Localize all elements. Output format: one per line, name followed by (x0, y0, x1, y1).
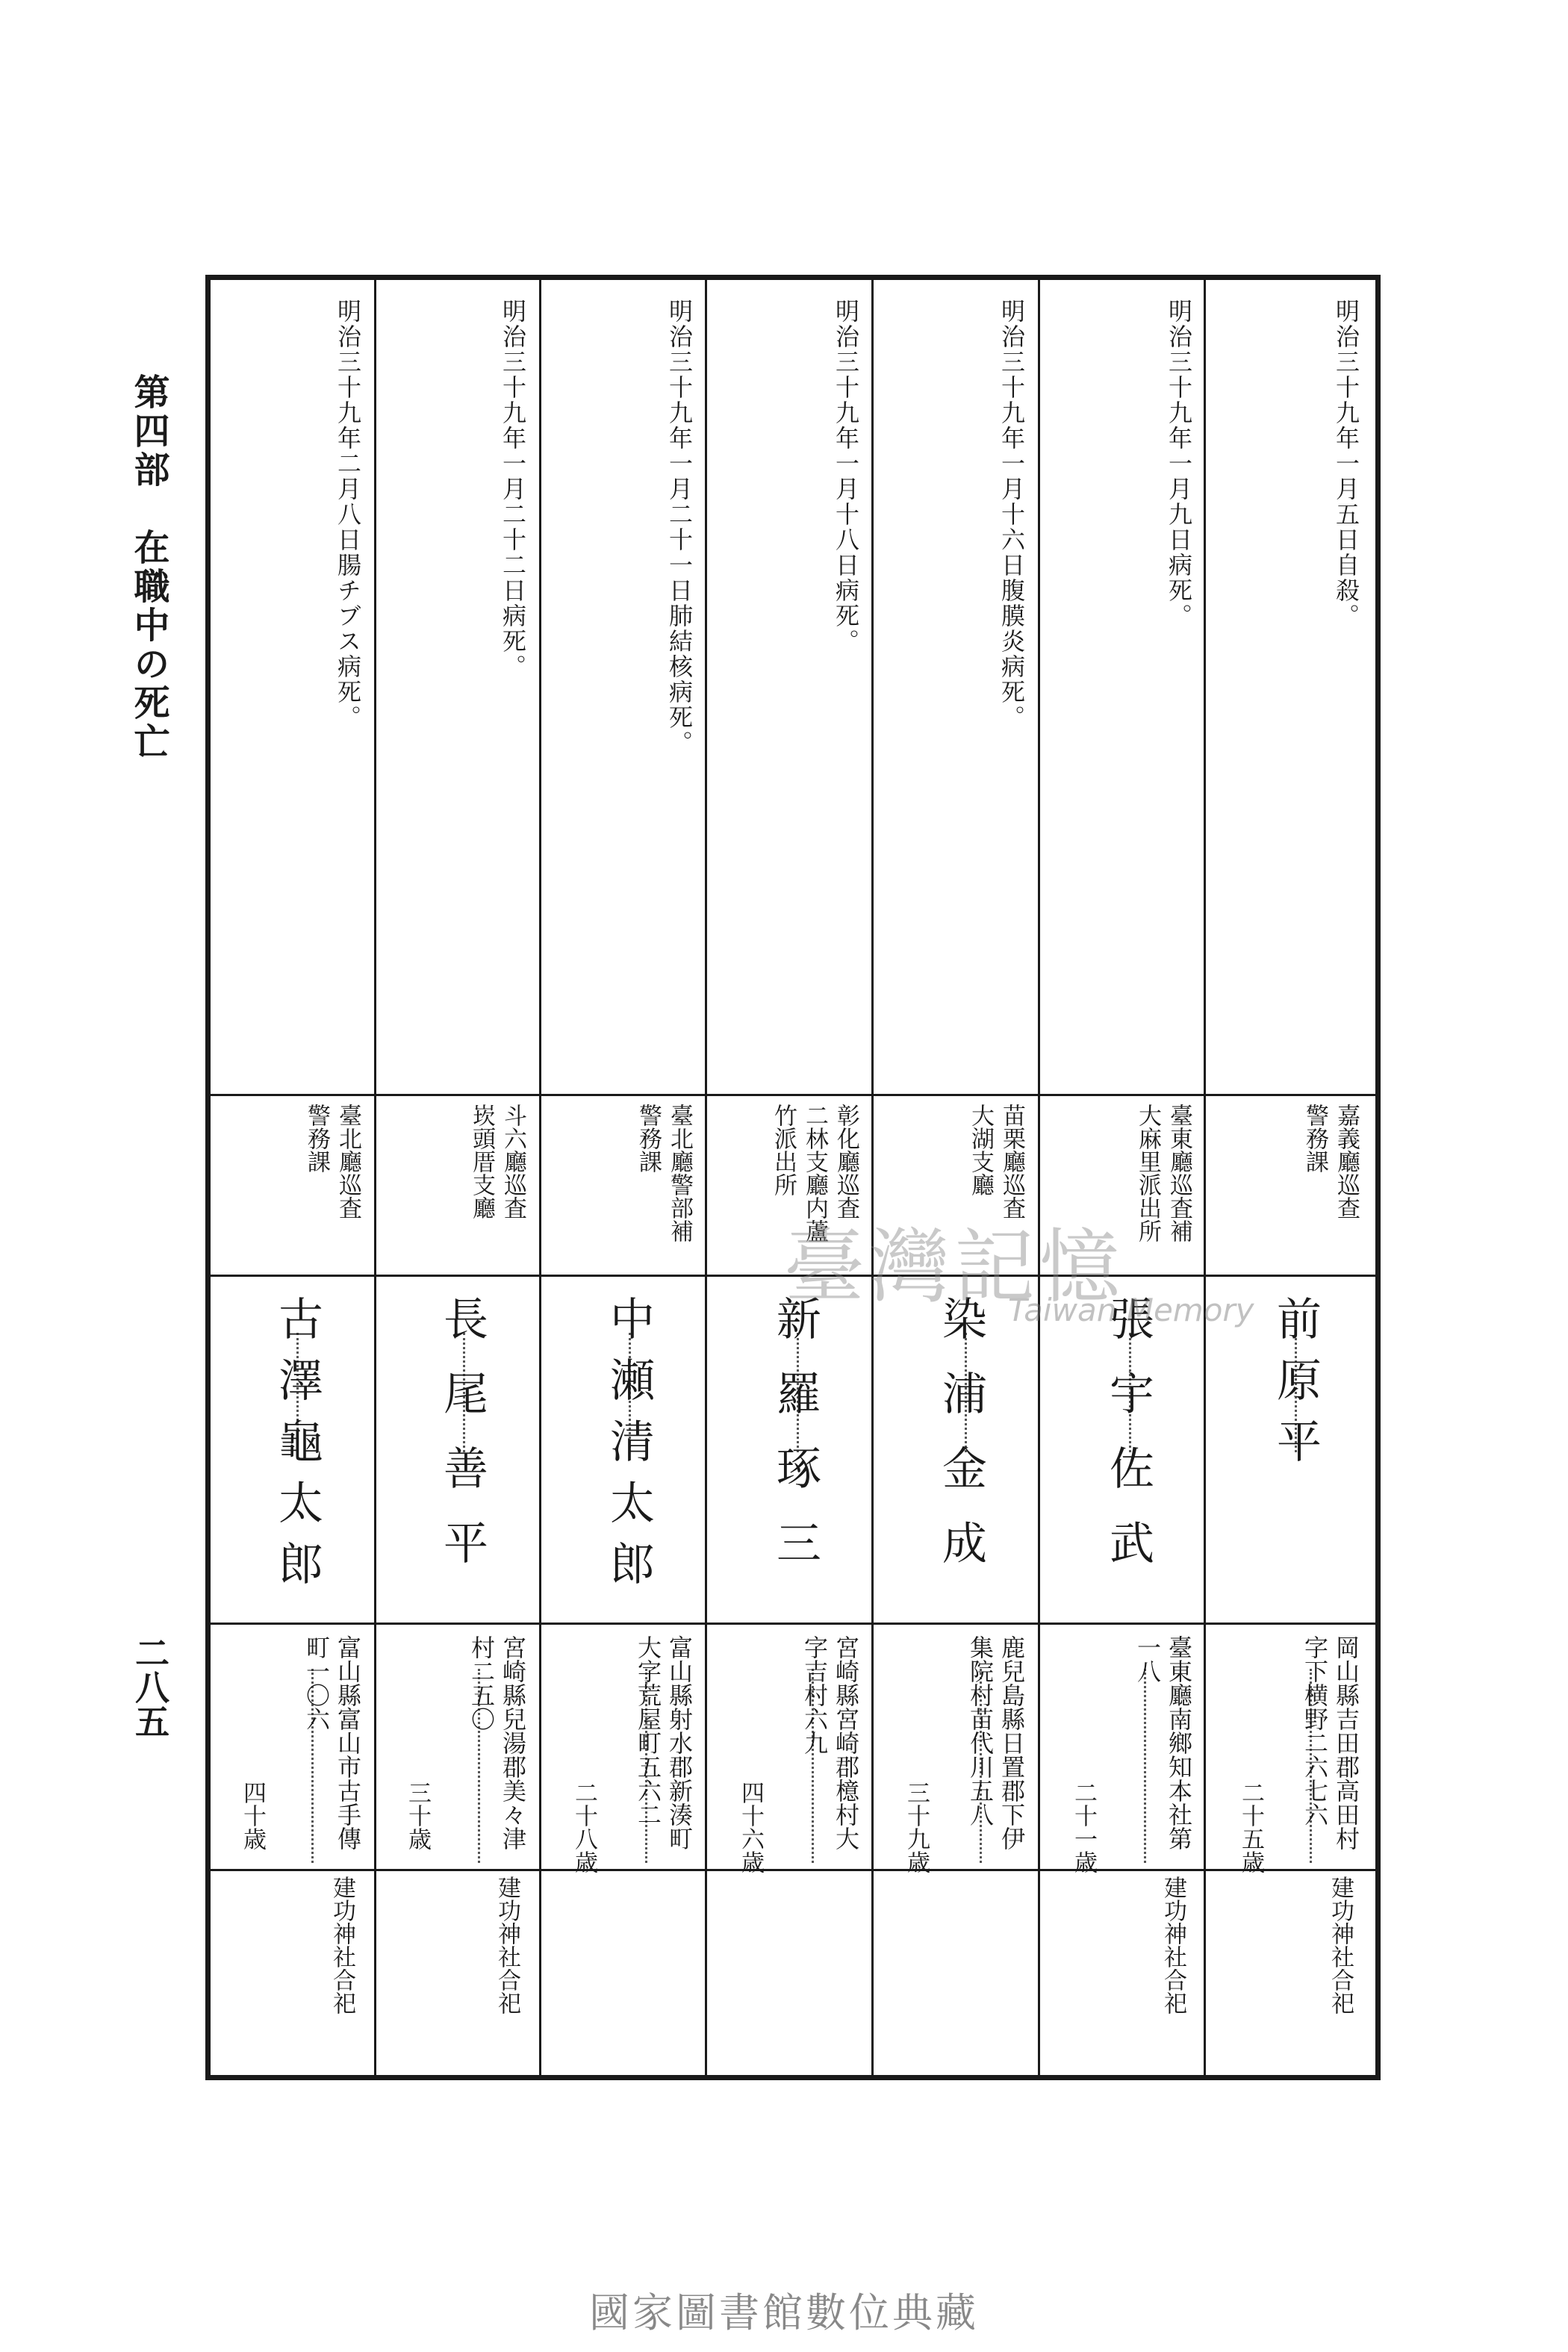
age: 二十八歳 (570, 1781, 597, 1873)
age: 三十歳 (404, 1781, 431, 1850)
watermark (784, 1202, 1254, 1328)
enshrinement-note: 建功神社合祀 (1160, 1876, 1186, 2015)
address-line: 宮崎縣宮崎郡檍村大 (832, 1635, 860, 1850)
age: 三十九歳 (903, 1781, 930, 1873)
post-line: 大湖支廳 (967, 1104, 994, 1196)
watermark-chinese: 臺灣記憶 (784, 1221, 1125, 1314)
enshrinement-note: 建功神社合祀 (494, 1876, 520, 2015)
post-line: 警務課 (1301, 1104, 1328, 1173)
address-line: 字吉村六九 (800, 1635, 829, 1755)
death-date: 明治三十九年一月十八日病死。 (832, 299, 860, 654)
death-date: 明治三十九年一月二十一日肺結核病死。 (665, 299, 694, 756)
address-line: 集院村苗代川五八 (966, 1635, 995, 1826)
library-footer: 國家圖書館數位典藏 (589, 2289, 979, 2336)
post-line: 臺北廳巡査 (335, 1104, 361, 1219)
death-date: 明治三十九年一月十六日腹膜炎病死。 (998, 299, 1026, 730)
person-name: 古澤龜太郎 (271, 1295, 323, 1602)
post-line: 臺北廳警部補 (666, 1104, 693, 1242)
person-name: 長尾善平 (436, 1295, 488, 1594)
post-line: 警務課 (635, 1104, 662, 1173)
post-line: 崁頭厝支廳 (468, 1104, 495, 1219)
address-line: 臺東廳南鄉知本社第 (1165, 1635, 1193, 1850)
post-line: 警務課 (303, 1104, 330, 1173)
post-line: 斗六廳巡査 (500, 1104, 526, 1219)
age: 四十六歳 (737, 1781, 764, 1873)
person-name: 前原平 (1269, 1295, 1322, 1479)
death-date: 明治三十九年一月九日病死。 (1165, 299, 1193, 629)
age: 二十一歳 (1070, 1781, 1097, 1873)
post-line: 苗栗廳巡査 (998, 1104, 1025, 1219)
death-date: 明治三十九年二月八日腸チブス病死。 (334, 299, 362, 730)
address-line: 町一〇六 (302, 1635, 331, 1731)
watermark-english: Taiwan Memory (1008, 1292, 1254, 1328)
post-line: 臺東廳巡査補 (1166, 1104, 1192, 1242)
address-line: 富山縣射水郡新湊町 (665, 1635, 694, 1850)
address-line: 村二五〇 (467, 1635, 496, 1731)
age: 四十歳 (239, 1781, 266, 1850)
age: 二十五歳 (1237, 1781, 1264, 1873)
death-date: 明治三十九年一月五日自殺。 (1332, 299, 1360, 629)
post-line: 二林支廳内蘆 (801, 1104, 828, 1242)
person-name: 新羅琢三 (769, 1295, 821, 1594)
post-line: 嘉義廳巡查 (1333, 1104, 1360, 1219)
address-line: 字下横野二六七六 (1301, 1635, 1329, 1826)
address-line: 一八 (1133, 1635, 1162, 1683)
address-line: 宮崎縣兒湯郡美々津 (499, 1635, 527, 1850)
enshrinement-note: 建功神社合祀 (1327, 1876, 1354, 2015)
person-name: 張宇佐武 (1102, 1295, 1154, 1594)
address-line: 大字荒屋町五六二 (634, 1635, 662, 1826)
address-line: 岡山縣吉田郡高田村 (1332, 1635, 1360, 1850)
enshrinement-note: 建功神社合祀 (329, 1876, 355, 2015)
person-name: 中瀬清太郎 (603, 1295, 655, 1602)
address-line: 富山縣富山市古手傳 (334, 1635, 362, 1850)
post-line: 竹派出所 (770, 1104, 797, 1196)
person-name: 染浦金成 (935, 1295, 987, 1594)
post-line: 大麻里派出所 (1134, 1104, 1161, 1242)
address-line: 鹿兒島縣日置郡下伊 (998, 1635, 1026, 1850)
post-line: 彰化廳巡査 (833, 1104, 859, 1219)
part-header: 第四部 在職中の死亡 (128, 373, 169, 762)
death-date: 明治三十九年一月二十二日病死。 (499, 299, 527, 679)
page-number: 二八五 (130, 1635, 170, 1738)
